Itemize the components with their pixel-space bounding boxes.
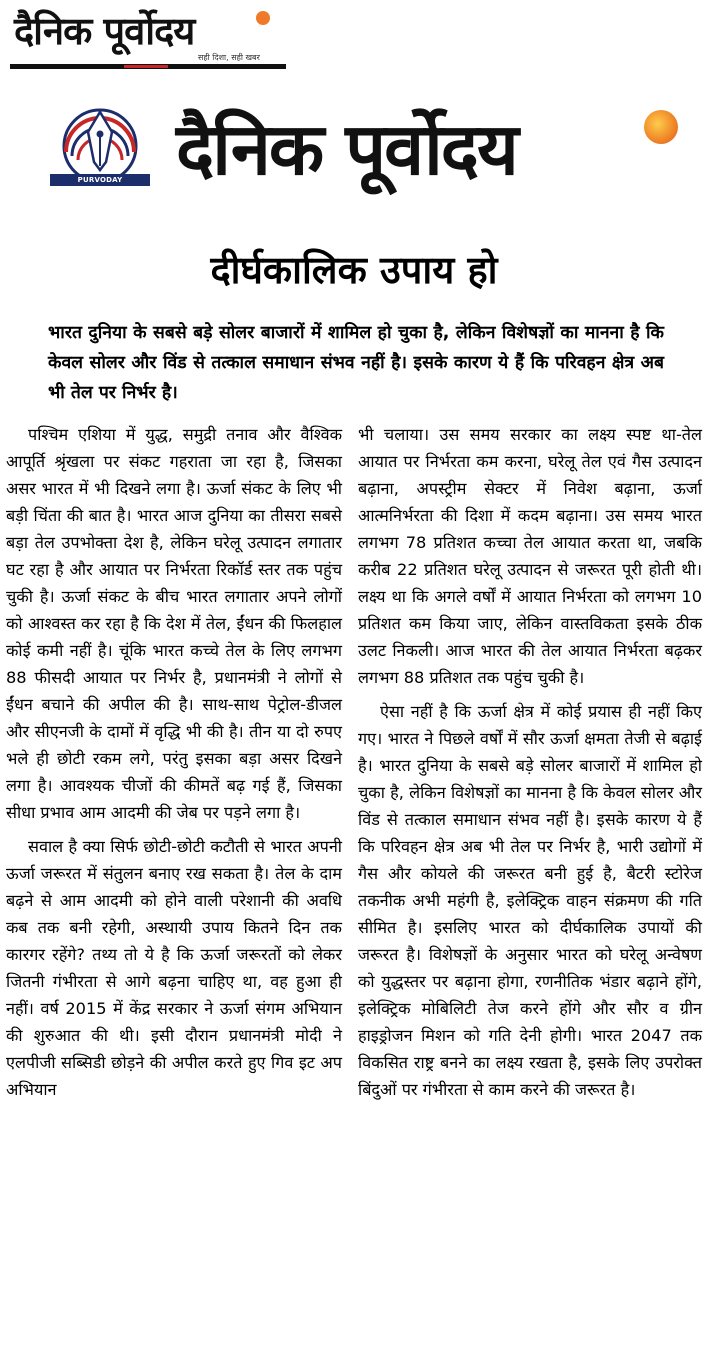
top-sun-dot bbox=[256, 11, 270, 25]
top-masthead-rule-accent bbox=[124, 65, 168, 68]
paragraph: पश्चिम एशिया में युद्ध, समुद्री तनाव और वैश्विक आपूर्ति श्रृंखला पर संकट गहराता जा रहा है, जिसका असर भारत में भी दिखने लगा है। ऊर्जा संकट के लिए भी बड़ी चिंता की बात है। भारत आज दुनिया का तीसरा सबसे बड़ा तेल उपभोक्ता देश है, लेकिन घरेलू उत्पादन लगातार घट रहा है और आयात पर निर्भरता रिकॉर्ड स्तर तक पहुंच चुकी है। ऊर्जा संकट के बीच भारत लगातार अपने लोगों को आश्वस्त कर रहा है कि देश में तेल, ईंधन की फिलहाल कोई कमी नहीं है। चूंकि भारत कच्चे तेल के लिए लगभग 88 फीसदी आयात पर निर्भर है, प्रधानमंत्री ने लोगों से ईंधन बचाने की अपील की है। साथ-साथ पेट्रोल-डीजल और सीएनजी के दामों में वृद्धि भी की है। तीन या दो रुपए भले ही छोटी रकम लगे, परंतु इसका बड़ा असर दिखने लगा है। आवश्यक चीजों की कीमतें बढ़ गई हैं, जिसका सीधा प्रभाव आम आदमी की जेब पर पड़ने लगा है। bbox=[6, 425, 342, 822]
sun-dot-icon bbox=[644, 110, 678, 144]
article-deck: भारत दुनिया के सबसे बड़े सोलर बाजारों में शामिल हो चुका है, लेकिन विशेषज्ञों का मानना है कि केवल सोलर और विंड से तत्काल समाधान संभव नहीं है। इसके कारण ये हैं कि परिवहन क्षेत्र अब भी तेल पर निर्भर है। bbox=[48, 323, 664, 403]
paragraph: सवाल है क्या सिर्फ छोटी-छोटी कटौती से भारत अपनी ऊर्जा जरूरत में संतुलन बनाए रख सकता है। तेल के दाम बढ़ने से आम आदमी को होने वाली परेशानी की अवधि कब तक बनी रहेगी, अस्थायी उपाय कितने दिन तक कारगर रहेंगे? तथ्य तो ये है कि ऊर्जा जरूरतों को लेकर जितनी गंभीरता से आगे बढ़ना चाहिए था, वह हुआ ही नहीं। वर्ष 2015 में केंद्र सरकार ने ऊर्जा संगम अभियान की शुरुआत की थी। इसी दौरान प्रधानमंत्री मोदी ने एलपीजी सब्सिडी छोड़ने की अपील करते हुए गिव इट अप अभियान bbox=[6, 837, 342, 1099]
publisher-label: PURVODAY PUBLICATIONS bbox=[50, 174, 150, 186]
top-masthead bbox=[0, 0, 708, 76]
article-headline: दीर्घकालिक उपाय हो bbox=[210, 248, 498, 292]
top-masthead-title: दैनिक पूर्वोदय bbox=[14, 9, 195, 53]
masthead-title: दैनिक पूर्वोदय bbox=[176, 107, 517, 191]
article-column-right bbox=[358, 421, 702, 1103]
paragraph: भी चलाया। उस समय सरकार का लक्ष्य स्पष्ट था-तेल आयात पर निर्भरता कम करना, घरेलू तेल एवं गैस उत्पादन बढ़ाना, अपस्ट्रीम सेक्टर में निवेश बढ़ाना, ऊर्जा आत्मनिर्भरता की दिशा में कदम बढ़ाना। उस समय भारत लगभग 78 प्रतिशत कच्चा तेल आयात करता था, जबकि करीब 22 प्रतिशत घरेलू उत्पादन से जरूरत पूरी होती थी। लक्ष्य था कि अगले वर्षों में आयात निर्भरता को लगभग 10 प्रतिशत कम किया जाए, लेकिन वास्तविकता इसके ठीक उलट निकली। आज भारत की तेल आयात निर्भरता बढ़कर लगभग 88 प्रतिशत तक पहुंच चुकी है। bbox=[358, 425, 702, 687]
pen-nib-emblem-icon bbox=[52, 104, 148, 184]
article-column-left bbox=[6, 421, 342, 1103]
paragraph: ऐसा नहीं है कि ऊर्जा क्षेत्र में कोई प्रयास ही नहीं किए गए। भारत ने पिछले वर्षों में सौर ऊर्जा क्षमता तेजी से बढ़ाई है। भारत दुनिया के सबसे बड़े सोलर बाजारों में शामिल हो चुका है, लेकिन विशेषज्ञों का मानना है कि केवल सोलर और विंड से तत्काल समाधान संभव नहीं है। इसके कारण ये हैं कि परिवहन क्षेत्र अब भी तेल पर निर्भर है, भारी उद्योगों में गैस और कोयले की जरूरत बनी हुई है, बैटरी स्टोरेज तकनीक अभी महंगी है, इलेक्ट्रिक वाहन संक्रमण की गति सीमित है। इसलिए भारत को दीर्घकालिक उपायों की जरूरत है। विशेषज्ञों के अनुसार भारत को घरेलू अन्वेषण को युद्धस्तर पर बढ़ाना होगा, रणनीतिक भंडार बढ़ाने होंगे, इलेक्ट्रिक मोबिलिटी तेज करने होंगे और सौर व ग्रीन हाइड्रोजन मिशन को गति देनी होगी। भारत 2047 तक विकसित राष्ट्र बनने का लक्ष्य रखता है, इसके लिए उपरोक्त बिंदुओं पर गंभीरता से काम करने की जरूरत है। bbox=[358, 702, 703, 1099]
top-masthead-tagline: सही दिशा, सही खबर bbox=[198, 53, 260, 62]
